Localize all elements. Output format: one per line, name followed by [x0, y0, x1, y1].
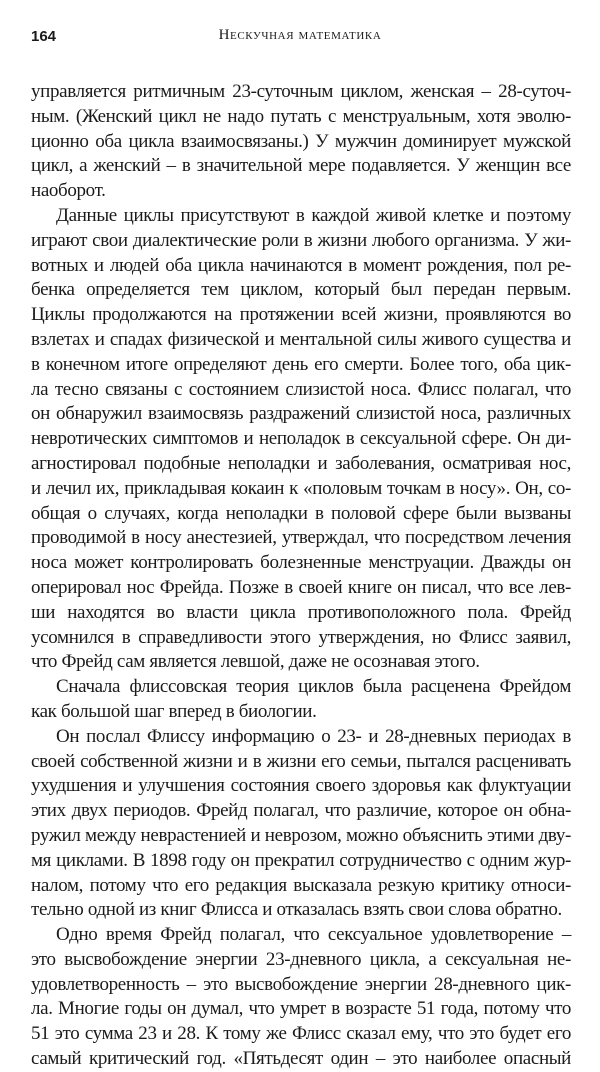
- paragraph: [31, 80, 571, 204]
- text-line: тельно одной из книг Флисса и отказалась взять свои слова обратно.: [31, 899, 562, 921]
- text-line: Он послал Флиссу информацию о 23- и 28-дневных периодах в: [56, 725, 571, 747]
- paragraph: [31, 675, 571, 725]
- text-line: управляется ритмичным 23-суточным циклом, женская – 28-суточ-: [31, 81, 571, 102]
- text-line: Данные циклы присутствуют в каждой живой клетке и поэтому: [56, 204, 571, 226]
- text-line: ционно оба цикла взаимосвязаны.) У мужчин доминирует мужской: [31, 130, 571, 152]
- text-line: 51 это сумма 23 и 28. К тому же Флисс сказал ему, что это будет его: [31, 1023, 571, 1045]
- text-line: как большой шаг вперед в биологии.: [31, 700, 317, 722]
- text-line: что Фрейд сам является левшой, даже не осознавая этого.: [31, 651, 480, 673]
- text-line: ши находятся во власти цикла противоположного пола. Фрейд: [31, 601, 571, 623]
- body-text: [31, 80, 571, 1072]
- text-line: Циклы продолжаются на протяжении всей жизни, проявляются во: [31, 304, 571, 326]
- paragraph: [31, 204, 571, 675]
- text-line: наоборот.: [31, 180, 106, 202]
- text-line: усомнился в справедливости этого утверждения, но Флисс заявил,: [31, 626, 571, 648]
- text-line: вотных и людей оба цикла начинаются в момент рождения, пол ре-: [31, 254, 571, 276]
- text-line: бенка определяется тем циклом, который был передан первым.: [31, 279, 571, 301]
- text-line: агностировал подобные неполадки и заболевания, осматривая нос,: [31, 452, 571, 474]
- text-line: взлетах и спадах физической и ментальной силы живого существа и: [31, 328, 571, 350]
- text-line: удовлетворенность – это высвобождение энергии 28-дневного цик-: [31, 973, 571, 995]
- text-line: мя циклами. В 1898 году он прекратил сотрудничество с одним жур-: [31, 849, 571, 871]
- page-number: 164: [31, 28, 57, 45]
- text-line: в конечном итоге определяют день его смерти. Более того, оба цик-: [31, 353, 571, 375]
- paragraph: [31, 725, 571, 923]
- text-line: проводимой в носу анестезией, утверждал, что посредством лечения: [31, 527, 571, 549]
- text-line: ухудшения и улучшения состояния своего здоровья как флуктуации: [31, 775, 571, 797]
- text-line: и лечил их, прикладывая кокаин к «половым точкам в носу». Он, со-: [31, 477, 571, 499]
- paragraph: [31, 923, 571, 1072]
- text-line: ным. (Женский цикл не надо путать с менструальным, хотя эволю-: [31, 105, 571, 127]
- text-line: ла. Многие годы он думал, что умрет в возрасте 51 года, потому что: [31, 998, 571, 1020]
- text-line: Одно время Фрейд полагал, что сексуальное удовлетворение –: [56, 924, 571, 946]
- text-line: ружил между неврастенией и неврозом, можно объяснить этими дву-: [31, 824, 571, 846]
- text-line: этих двух периодов. Фрейд полагал, что различие, которое он обна-: [31, 800, 571, 822]
- text-line: общая о случаях, когда неполадки в половой сфере были вызваны: [31, 502, 571, 524]
- text-line: самый критический год. «Пятьдесят один – это наиболее опасный: [31, 1048, 571, 1070]
- text-line: это высвобождение энергии 23-дневного цикла, а сексуальная не-: [31, 948, 571, 970]
- text-line: играют свои диалектические роли в жизни любого организма. У жи-: [31, 229, 571, 251]
- text-line: своей собственной жизни и в жизни его семьи, пытался расценивать: [31, 750, 571, 772]
- text-line: Сначала флиссовская теория циклов была расценена Фрейдом: [56, 676, 571, 698]
- text-line: ла тесно связаны с состоянием слизистой носа. Флисс полагал, что: [31, 378, 571, 400]
- text-line: он обнаружил взаимосвязь раздражений слизистой носа, различных: [31, 403, 571, 425]
- text-line: носа может контролировать болезненные менструации. Дважды он: [31, 552, 571, 574]
- text-line: невротических симптомов и неполадок в сексуальной сфере. Он ди-: [31, 428, 571, 450]
- running-head: Нескучная математика: [218, 27, 382, 43]
- text-line: налом, потому что его редакция высказала резкую критику относи-: [31, 874, 571, 896]
- text-line: цикл, а женский – в значительной мере подавляется. У женщин все: [31, 155, 571, 177]
- text-line: оперировал нос Фрейда. Позже в своей книге он писал, что все лев-: [31, 576, 571, 598]
